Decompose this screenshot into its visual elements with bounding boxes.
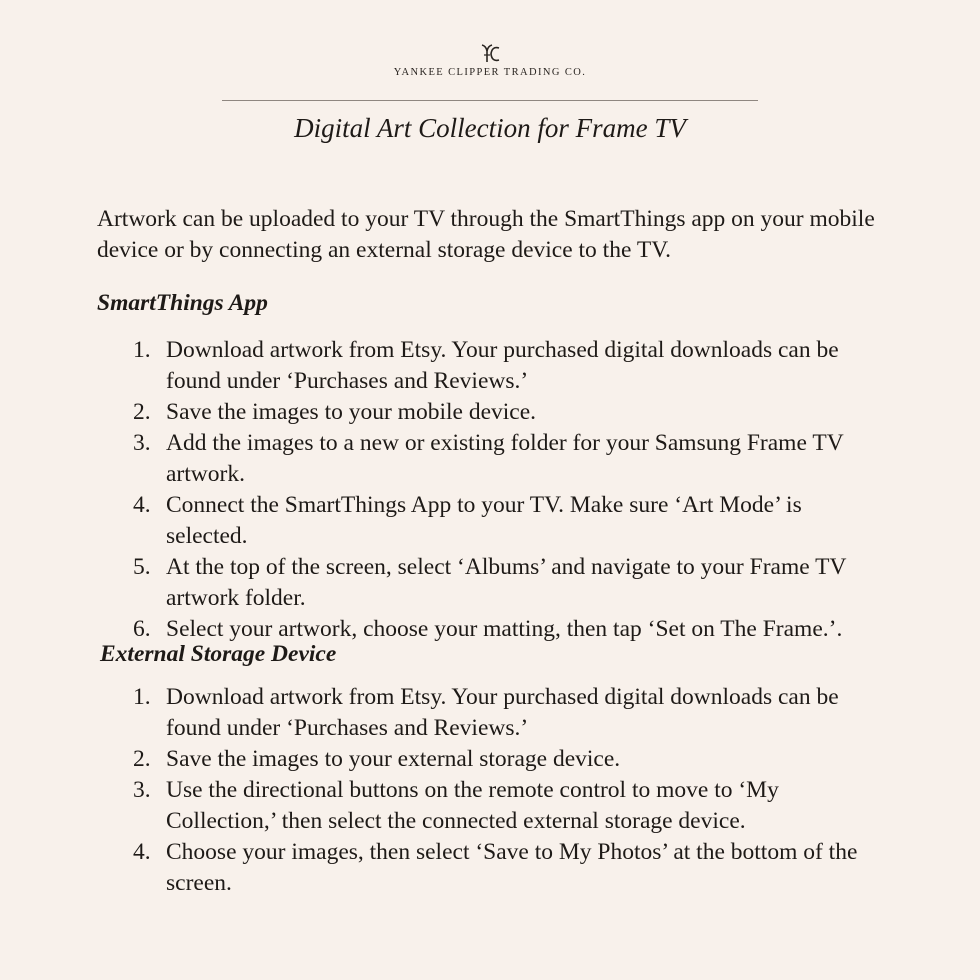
step-number: 2. [133, 746, 151, 772]
step-text: Save the images to your mobile device. [166, 399, 537, 425]
step-number: 3. [133, 777, 151, 803]
step-number: 4. [133, 492, 151, 518]
list-item [0, 552, 900, 614]
step-number: 3. [133, 430, 151, 456]
yc-monogram-icon [476, 43, 504, 65]
header-divider [222, 100, 758, 101]
step-text: Connect the SmartThings App to your TV. Make sure ‘Art Mode’ is selected. [166, 492, 802, 549]
intro-paragraph: Artwork can be uploaded to your TV through the SmartThings app on your mobile device or by connecting an external storage device to the TV. [97, 206, 875, 263]
step-text: At the top of the screen, select ‘Albums’ and navigate to your Frame TV artwork folder. [166, 554, 847, 611]
section-heading-smartthings: SmartThings App [97, 290, 268, 316]
step-text: Choose your images, then select ‘Save to My Photos’ at the bottom of the screen. [166, 839, 858, 896]
section-heading-external-storage: External Storage Device [100, 641, 337, 667]
list-item [0, 744, 900, 775]
step-text: Add the images to a new or existing folder for your Samsung Frame TV artwork. [166, 430, 844, 487]
brand-logo [0, 43, 980, 70]
list-item [0, 397, 900, 428]
step-text: Download artwork from Etsy. Your purchased digital downloads can be found under ‘Purchases and Reviews.’ [166, 337, 839, 394]
list-item [0, 335, 900, 397]
list-item [0, 682, 900, 744]
step-text: Use the directional buttons on the remote control to move to ‘My Collection,’ then select the connected external storage device. [166, 777, 779, 834]
step-number: 1. [133, 684, 151, 710]
list-item [0, 837, 900, 899]
brand-name: YANKEE CLIPPER TRADING CO. [393, 67, 587, 78]
steps-list-smartthings [0, 335, 900, 645]
step-number: 6. [133, 616, 151, 642]
list-item [0, 490, 900, 552]
step-text: Select your artwork, choose your matting, then tap ‘Set on The Frame.’. [166, 616, 843, 642]
steps-list-external-storage [0, 682, 900, 899]
step-number: 1. [133, 337, 151, 363]
step-number: 5. [133, 554, 151, 580]
list-item [0, 775, 900, 837]
step-number: 4. [133, 839, 151, 865]
step-number: 2. [133, 399, 151, 425]
step-text: Download artwork from Etsy. Your purchased digital downloads can be found under ‘Purchases and Reviews.’ [166, 684, 839, 741]
list-item [0, 428, 900, 490]
step-text: Save the images to your external storage device. [166, 746, 621, 772]
page-title: Digital Art Collection for Frame TV [294, 113, 686, 143]
